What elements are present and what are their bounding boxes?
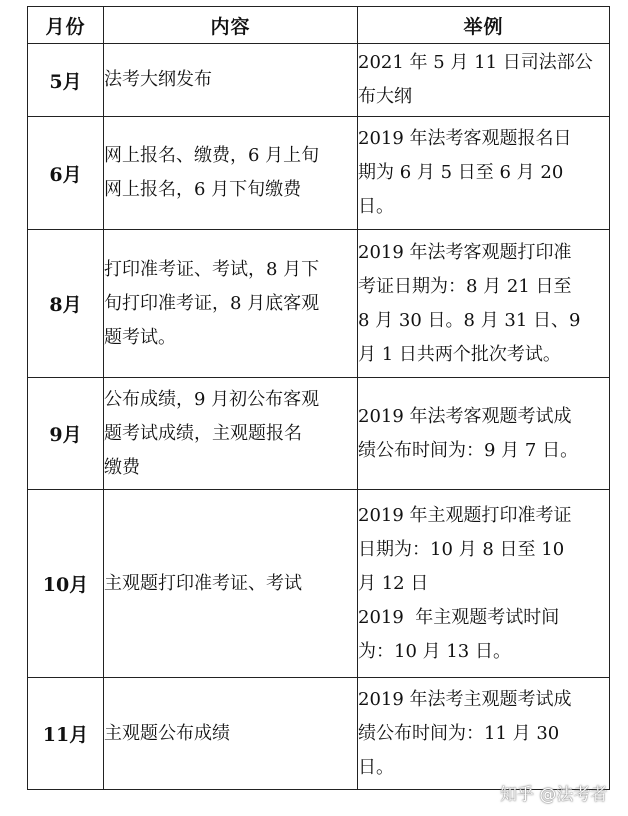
content-line: 公布成绩，9 月初公布客观 — [104, 388, 320, 410]
content-line: 网上报名、缴费，6 月上旬 — [104, 145, 320, 166]
content-line: 打印准考证、考试，8 月下 — [104, 258, 320, 280]
table-row — [28, 490, 610, 678]
month-cell: 11月 — [28, 678, 104, 790]
month-cell: 10月 — [28, 490, 104, 678]
example-line: 为：10 月 13 日。 — [358, 640, 511, 662]
content-line: 法考大纲发布 — [104, 69, 212, 90]
content-cell — [104, 678, 358, 790]
example-cell — [358, 44, 610, 117]
table-body — [28, 44, 610, 790]
example-line: 2019 年法考客观题打印准 — [358, 241, 572, 263]
table-row — [28, 378, 610, 490]
month-cell: 9月 — [28, 378, 104, 490]
example-line: 绩公布时间为：11 月 30 — [358, 722, 560, 744]
example-line: 期为 6 月 5 日至 6 月 20 — [358, 162, 564, 183]
example-line: 布大纲 — [358, 86, 412, 107]
watermark: 知乎 @法考者 — [500, 785, 608, 805]
header-month: 月份 — [28, 7, 104, 44]
example-line: 日期为：10 月 8 日至 10 — [358, 538, 565, 560]
example-line: 2019 年法考客观题考试成 — [358, 405, 572, 427]
example-line: 2021 年 5 月 11 日司法部公 — [358, 52, 593, 73]
example-line: 2019 年主观题考试时间 — [358, 606, 560, 628]
example-line: 日。 — [358, 196, 394, 217]
content-cell — [104, 117, 358, 230]
example-cell — [358, 378, 610, 490]
example-line: 8 月 30 日。8 月 31 日、9 — [358, 309, 581, 331]
schedule-sheet — [27, 6, 609, 790]
content-cell — [104, 490, 358, 678]
example-line: 考证日期为：8 月 21 日至 — [358, 275, 572, 297]
content-line: 网上报名，6 月下旬缴费 — [104, 179, 302, 200]
example-cell — [358, 678, 610, 790]
example-cell — [358, 230, 610, 378]
content-line: 题考试。 — [104, 326, 176, 348]
header-content: 内容 — [104, 7, 358, 44]
content-cell — [104, 44, 358, 117]
content-line: 旬打印准考证，8 月底客观 — [104, 292, 320, 314]
header-example: 举例 — [358, 7, 610, 44]
table-row — [28, 230, 610, 378]
example-line: 绩公布时间为：9 月 7 日。 — [358, 439, 579, 461]
example-line: 2019 年法考客观题报名日 — [358, 128, 572, 149]
schedule-table — [27, 6, 610, 790]
month-cell: 5月 — [28, 44, 104, 117]
content-cell — [104, 230, 358, 378]
month-cell: 6月 — [28, 117, 104, 230]
header-row — [28, 7, 610, 44]
content-cell — [104, 378, 358, 490]
example-line: 2019 年主观题打印准考证 — [358, 504, 572, 526]
content-line: 题考试成绩，主观题报名 — [104, 422, 302, 444]
month-cell: 8月 — [28, 230, 104, 378]
example-line: 2019 年法考主观题考试成 — [358, 688, 572, 710]
example-cell — [358, 490, 610, 678]
example-line: 月 12 日 — [358, 572, 429, 594]
table-row — [28, 44, 610, 117]
example-line: 月 1 日共两个批次考试。 — [358, 343, 561, 365]
example-line: 日。 — [358, 756, 394, 778]
content-line: 缴费 — [104, 456, 140, 478]
content-line: 主观题公布成绩 — [104, 722, 230, 744]
example-cell — [358, 117, 610, 230]
table-row — [28, 117, 610, 230]
content-line: 主观题打印准考证、考试 — [104, 572, 302, 594]
table-row — [28, 678, 610, 790]
